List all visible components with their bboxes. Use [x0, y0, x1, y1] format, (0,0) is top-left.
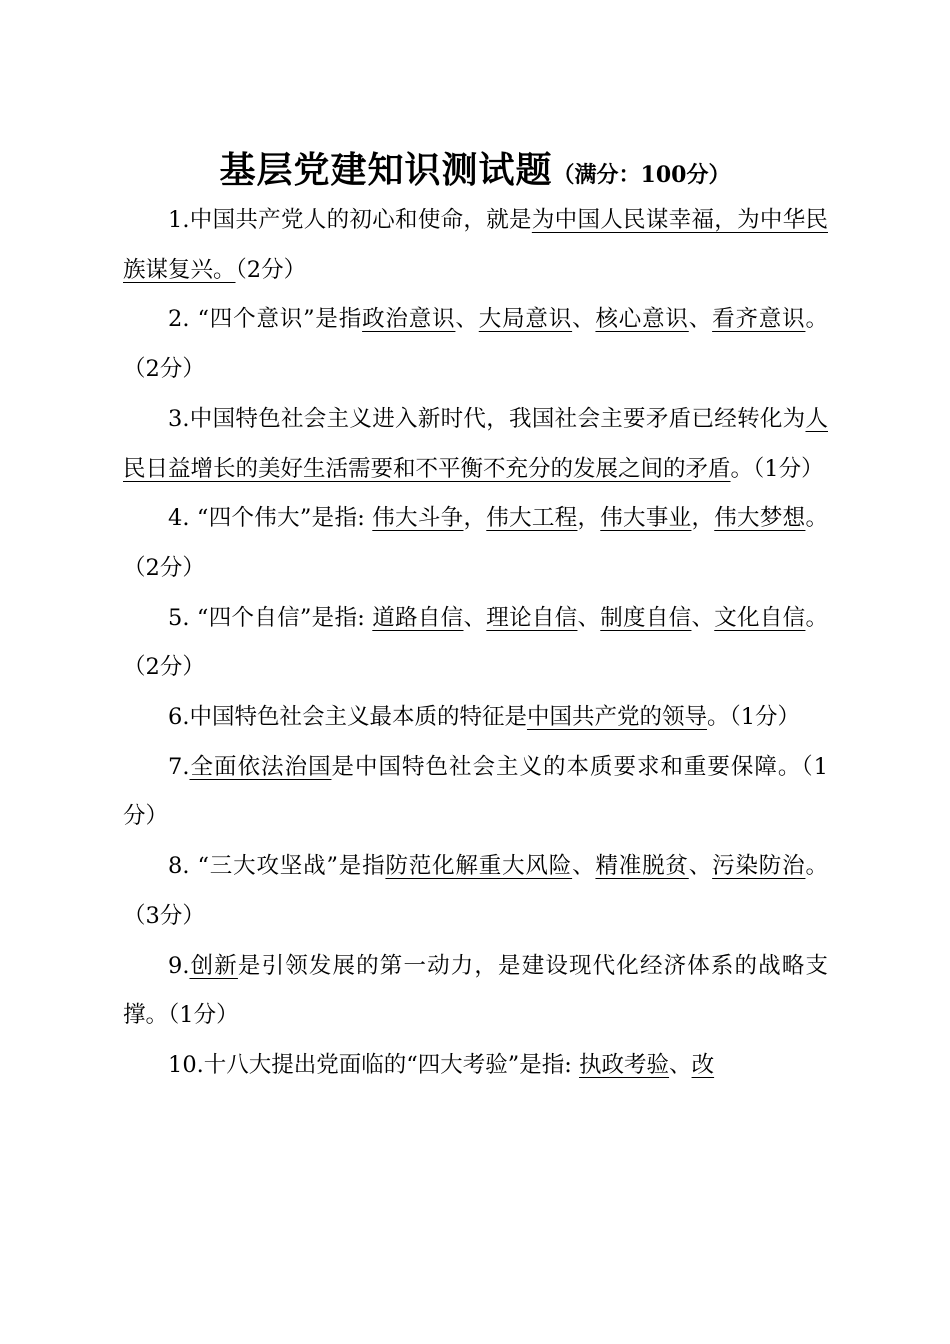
question-item: [123, 842, 828, 941]
question-text: 。（1分）: [730, 455, 824, 482]
question-text: 、: [691, 604, 715, 631]
question-text: 3.中国特色社会主义进入新时代，我国社会主要矛盾已经转化为: [168, 405, 806, 432]
answer-text: 道路自信: [372, 604, 464, 631]
question-text: 、: [572, 306, 596, 333]
question-text: 1.中国共产党人的初心和使命，就是: [168, 207, 532, 233]
answer-text: 看齐意识: [712, 306, 806, 333]
question-text: 、: [688, 853, 713, 880]
answer-text: 全面依法治国: [189, 753, 332, 780]
question-text: 。（2分）: [123, 306, 828, 383]
answer-text: 文化自信: [714, 604, 806, 631]
question-item: [123, 395, 828, 494]
question-text: 5. “四个自信”是指:: [168, 604, 373, 631]
question-text: 、: [463, 604, 487, 631]
answer-text: 理论自信: [486, 604, 578, 631]
question-text: 8. “三大攻坚战”是指: [168, 853, 386, 880]
question-text: 4. “四个伟大”是指:: [168, 505, 373, 532]
question-text: 。（2分）: [123, 505, 828, 581]
answer-text: 人民日益增长的美好生活需要和不平衡不充分的发展之间的矛盾: [123, 405, 828, 482]
title-main: 基层党建知识测试题: [219, 149, 553, 191]
answer-text: 污染防治: [712, 853, 806, 880]
question-text: 10.十八大提出党面临的“四大考验”是指:: [168, 1051, 580, 1078]
question-text: 、: [577, 604, 601, 631]
answer-text: 防范化解重大风险: [385, 853, 573, 880]
question-item: [123, 594, 828, 693]
answer-text: 伟大梦想: [714, 505, 806, 532]
question-list: [123, 196, 828, 1091]
answer-text: 大局意识: [478, 306, 573, 333]
question-text: 。（3分）: [123, 853, 828, 929]
question-text: 、: [669, 1051, 692, 1078]
answer-text: 中国共产党的领导: [526, 704, 707, 731]
question-item: [123, 295, 828, 394]
question-text: 2. “四个意识”是指: [168, 306, 363, 333]
question-text: 、: [455, 306, 479, 333]
question-item: [123, 693, 828, 743]
document-title: [0, 142, 950, 193]
question-text: 是中国特色社会主义的本质要求和重要保障。（1分）: [123, 753, 828, 830]
answer-text: 制度自信: [600, 604, 692, 631]
answer-text: 创新: [189, 952, 238, 979]
question-text: ，: [463, 505, 487, 532]
answer-text: 伟大斗争: [372, 505, 464, 532]
question-text: 7.: [168, 753, 190, 780]
question-item: [123, 494, 828, 593]
title-score-note: （满分：100分）: [552, 162, 731, 188]
question-text: （2分）: [235, 256, 307, 283]
question-text: 。（1分）: [706, 704, 801, 731]
answer-text: 伟大工程: [486, 505, 578, 532]
question-item: [123, 942, 828, 1041]
answer-text: 核心意识: [595, 306, 689, 333]
answer-text: 精准脱贫: [595, 853, 689, 880]
answer-text: 改: [691, 1051, 715, 1078]
question-text: ，: [577, 505, 601, 532]
question-text: 6.中国特色社会主义最本质的特征是: [168, 704, 527, 731]
question-text: 是引领发展的第一动力，是建设现代化经济体系的战略支撑。（1分）: [123, 952, 828, 1029]
question-text: ，: [691, 505, 715, 532]
question-item: [123, 196, 828, 295]
question-text: 9.: [168, 952, 190, 979]
answer-text: 伟大事业: [600, 505, 692, 532]
question-text: 、: [572, 853, 596, 880]
answer-text: 为中国人民谋幸福，为中华民族谋复兴。: [123, 207, 828, 283]
question-item: [123, 1041, 828, 1091]
answer-text: 执政考验: [579, 1051, 670, 1078]
answer-text: 政治意识: [362, 306, 456, 333]
question-text: 。（2分）: [123, 604, 828, 681]
question-item: [123, 743, 828, 842]
question-text: 、: [688, 306, 713, 333]
